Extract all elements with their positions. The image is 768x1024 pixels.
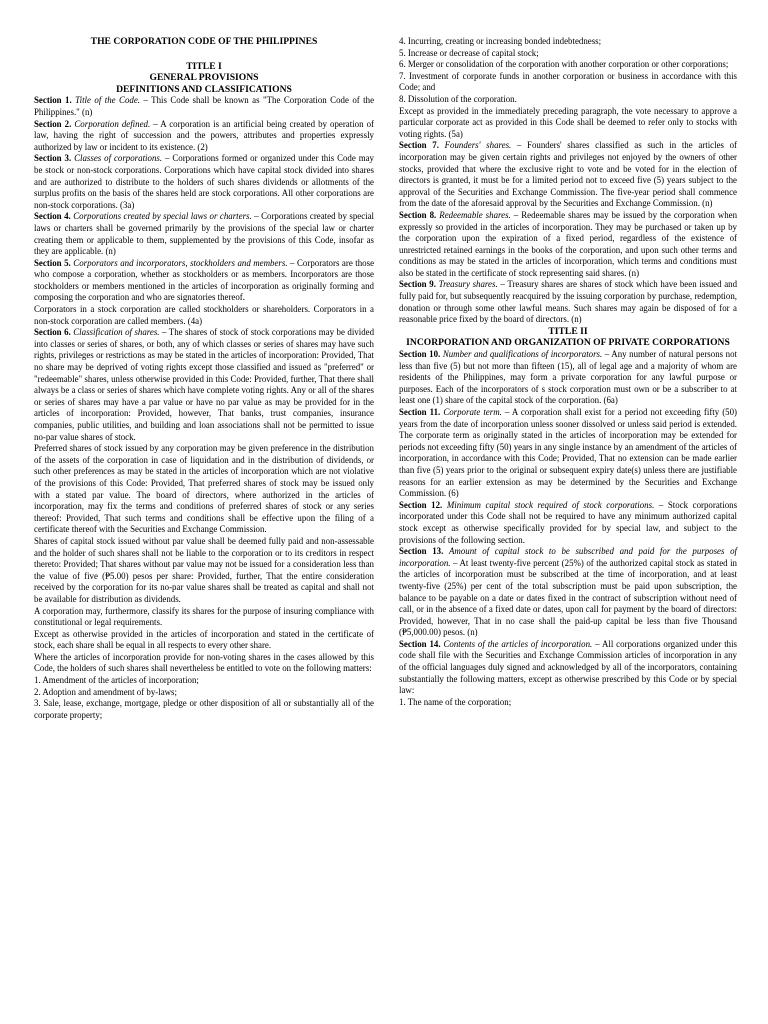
- body-paragraph: [34, 443, 374, 536]
- section-text: – This Code shall be known as "The Corporation Code of the Philippines." (n): [34, 95, 375, 117]
- section-caption: Classes of corporations.: [74, 153, 163, 164]
- section-number: Section 13.: [399, 546, 444, 557]
- body-paragraph: [34, 675, 374, 687]
- section-paragraph: [399, 140, 737, 210]
- body-paragraph: [399, 48, 737, 60]
- section-number: Section 4.: [34, 211, 71, 222]
- section-paragraph: [34, 258, 374, 304]
- section-text: Shares of capital stock issued without par value shall be deemed fully paid and non-assessable and the holder of such shares shall not be liable to the corporation or to its creditors in respect thereto: Provided; That shares without par value may not be issued for a consideration less than the value of five (₱5.00) pesos per share: Provided, further, That the entire consideration received by the corporation for its no-par value shares shall be treated as capital and shall not be available for distribution as dividends.: [34, 535, 374, 604]
- body-paragraph: [399, 697, 737, 709]
- section-text: 7. Investment of corporate funds in another corporation or business in accordance with this Code; and: [399, 70, 737, 93]
- section-paragraph: [399, 210, 737, 280]
- title-1-name: GENERAL PROVISIONS: [149, 72, 259, 84]
- section-number: Section 3.: [34, 153, 72, 164]
- body-paragraph: [34, 652, 374, 675]
- section-paragraph: [399, 639, 737, 697]
- section-caption: Redeemable shares.: [439, 209, 511, 220]
- section-caption: Corporations created by special laws or charters.: [73, 211, 252, 222]
- section-caption: Founders' shares.: [444, 140, 512, 151]
- section-paragraph: [399, 407, 737, 500]
- section-text: – Corporators are those who compose a corporation, whether as stockholders or as members. Incorporators are those stockholders or members mentioned in the articles of incorporation as originally forming and composing the corporation and who are signatories thereof.: [34, 257, 375, 303]
- section-number: Section 1.: [34, 95, 72, 106]
- section-text: 1. Amendment of the articles of incorporation;: [34, 675, 199, 686]
- section-text: – Treasury shares are shares of stock which have been issued and fully paid for, but subsequently reacquired by the issuing corporation by purchase, redemption, donation or through some other lawful means. Such shares may again be disposed of for a reasonable price fixed by the board of directors. (n): [399, 279, 738, 325]
- left-column: [34, 36, 374, 721]
- body-paragraph: [34, 304, 374, 327]
- title-1-number: TITLE I: [186, 60, 222, 72]
- section-number: Section 9.: [399, 279, 436, 290]
- section-text: – All corporations organized under this code shall file with the Securities and Exchange Commission articles of incorporation in any of the official languages duly signed and acknowledged by all of the incorporators, containing substantially the following matters, except as otherwise prescribed by this Code or by special law:: [399, 638, 738, 696]
- right-column: [399, 36, 737, 708]
- section-caption: Corporate term.: [443, 407, 502, 417]
- section-number: Section 12.: [399, 499, 443, 510]
- body-paragraph: [399, 94, 737, 106]
- left-column-body: [34, 95, 374, 721]
- section-text: – Founders' shares classified as such in the articles of incorporation may be given certain rights and privileges not enjoyed by the owners of other stocks, provided that where the exclusive right to vote and be voted for in the election of directors is granted, it must be for a limited period not to exceed five (5) years subject to the approval of the Securities and Exchange Commission. The five-year period shall commence from the date of the aforesaid approval by the Securities and Exchange Commission. (n): [399, 140, 738, 209]
- section-text: 2. Adoption and amendment of by-laws;: [34, 686, 177, 697]
- section-caption: Treasury shares.: [438, 279, 498, 290]
- section-caption: Corporators and incorporators, stockholders and members.: [73, 257, 288, 268]
- right-column-body-after: [399, 349, 737, 708]
- body-paragraph: [399, 59, 737, 71]
- section-text: – The shares of stock of stock corporations may be divided into classes or series of shares, or both, any of which classes or series of shares may have such rights, privileges or restrictions as may be stated in the articles of incorporation: Provided, That no share may be deprived of voting rights except those classified and issued as "preferred" or "redeemable" shares, unless otherwise provided in this Code: Provided, further, That there shall always be a class or series of shares which have complete voting rights. Any or all of the shares or series of shares may have a par value or have no par value as may be provided for in the articles of incorporation: Provided, however, That banks, trust companies, insurance companies, public utilities, and building and loan associations shall not be permitted to issue no-par value shares of stock.: [34, 327, 375, 442]
- section-number: Section 6.: [34, 327, 71, 338]
- section-number: Section 2.: [34, 118, 72, 129]
- section-text: – Redeemable shares may be issued by the corporation when expressly so provided in the articles of incorporation. They may be purchased or taken up by the corporation upon the expiration of a fixed period, regardless of the existence of unrestricted retained earnings in the books of the corporation, and upon such other terms and conditions as may be stated in the articles of incorporation, which terms and conditions must also be stated in the certificate of stock representing said shares. (n): [399, 209, 738, 278]
- section-text: Corporators in a stock corporation are called stockholders or shareholders. Corporators in a non-stock corporation are called members. (4a): [34, 304, 374, 326]
- section-text: – A corporation shall exist for a period not exceeding fifty (50) years from the date of incorporation unless sooner dissolved or unless said period is extended. The corporate term as originally stated in the articles of incorporation may be extended for periods not exceeding fifty (50) years in any single instance by an amendment of the articles of incorporation, in accordance with this Code; Provided, That no extension can be made earlier than five (5) years prior to the original or subsequent expiry date(s) unless there are justifiable reasons for an earlier extension as may be determined by the Securities and Exchange Commission. (6): [399, 407, 738, 499]
- body-paragraph: [34, 606, 374, 629]
- body-paragraph: [34, 687, 374, 699]
- section-paragraph: [34, 119, 374, 154]
- section-text: – At least twenty-five percent (25%) of the authorized capital stock as stated in the articles of incorporation must be subscribed at the time of incorporation, and at least twenty-five (25%) per cent of the total subscription must be paid upon subscription, the balance to be payable on a date or dates fixed in the contract of subscription without need of call, or in the absence of a fixed date or dates, upon call for payment by the board of directors: Provided, however, That in no case shall the paid-up capital be less than five Thousand (₱5,000.00) pesos. (n): [399, 557, 737, 638]
- right-column-body-before: [399, 36, 737, 326]
- section-text: Where the articles of incorporation provide for non-voting shares in the cases allowed by this Code, the holders of such shares shall nevertheless be entitled to vote on the following matters:: [34, 651, 374, 674]
- section-text: – Any number of natural persons not less than five (5) but not more than fifteen (15), all of legal age and a majority of whom are residents of the Philippines, may form a private corporation for any lawful purpose or purposes. Each of the incorporators of s stock corporation must own or be a subscriber to at least one (1) share of the capital stock of the corporation. (6a): [399, 349, 737, 406]
- section-text: – Corporations created by special laws or charters shall be governed primarily by the provisions of the special law or charter creating them or applicable to them, supplemented by the provisions of this Code, insofar as they are applicable. (n): [34, 211, 374, 257]
- section-text: Except as otherwise provided in the articles of incorporation and stated in the certificate of stock, each share shall be equal in all respects to every other share.: [34, 628, 374, 651]
- body-paragraph: [34, 536, 374, 606]
- section-number: Section 8.: [399, 209, 437, 220]
- section-caption: Title of the Code.: [75, 95, 140, 106]
- section-number: Section 7.: [399, 140, 439, 151]
- section-text: 5. Increase or decrease of capital stock;: [399, 47, 539, 58]
- title-2-number: TITLE II: [548, 325, 588, 337]
- section-text: 6. Merger or consolidation of the corporation with another corporation or other corporations;: [399, 59, 729, 70]
- section-paragraph: [399, 279, 737, 325]
- section-caption: Amount of capital stock to be subscribed and paid for the purposes of incorporation.: [399, 546, 737, 568]
- section-paragraph: [34, 95, 374, 118]
- section-number: Section 14.: [399, 638, 441, 649]
- section-caption: Classification of shares.: [73, 327, 160, 338]
- title-2-name: INCORPORATION AND ORGANIZATION OF PRIVATE CORPORATIONS: [406, 337, 730, 349]
- section-paragraph: [34, 327, 374, 443]
- section-text: A corporation may, furthermore, classify its shares for the purpose of insuring compliance with constitutional or legal requirements.: [34, 605, 374, 628]
- section-text: – Stock corporations incorporated under this Code shall not be required to have any minimum authorized capital stock except as otherwise specifically provided for by special law, and subject to the provisions of the following section.: [399, 499, 738, 545]
- section-text: – Corporations formed or organized under this Code may be stock or non-stock corporations. Corporations which have capital stock divided into shares and are authorized to distribute to the holders of such shares dividends or allotments of the surplus profits on the basis of the shares held are stock corporations. All other corporations are non-stock corporations. (3a): [34, 153, 374, 210]
- body-paragraph: [399, 36, 737, 48]
- section-text: Preferred shares of stock issued by any corporation may be given preference in the distribution of the assets of the corporation in case of liquidation and in the distribution of dividends, or such other preferences as may be stated in the articles of incorporation which are not violative of the provisions of this Code: Provided, That preferred shares of stock may be issued only with a stated par value. The board of directors, where authorized in the articles of incorporation, may fix the terms and conditions of preferred shares of stock or any series thereof: Provided, That such terms and conditions shall be effective upon the filing of a certificate thereof with the Securities and Exchange Commission.: [34, 443, 374, 535]
- section-number: Section 11.: [399, 407, 441, 417]
- body-paragraph: [399, 106, 737, 141]
- section-number: Section 5.: [34, 257, 71, 268]
- section-paragraph: [34, 211, 374, 257]
- section-text: 8. Dissolution of the corporation.: [399, 93, 517, 104]
- title-1-subtitle: DEFINITIONS AND CLASSIFICATIONS: [116, 83, 292, 95]
- section-number: Section 10.: [399, 349, 441, 360]
- section-paragraph: [399, 349, 737, 407]
- section-text: Except as provided in the immediately preceding paragraph, the vote necessary to approve a particular corporate act as provided in this Code shall be deemed to refer only to stocks with voting rights. (5a): [399, 105, 737, 139]
- section-caption: Number and qualifications of incorporators.: [442, 349, 603, 360]
- section-text: 4. Incurring, creating or increasing bonded indebtedness;: [399, 36, 602, 46]
- section-caption: Contents of the articles of incorporation.: [443, 638, 593, 649]
- section-caption: Minimum capital stock required of stock corporations.: [446, 499, 655, 510]
- section-paragraph: [34, 153, 374, 211]
- section-paragraph: [399, 546, 737, 639]
- section-caption: Corporation defined.: [74, 118, 151, 129]
- section-text: 3. Sale, lease, exchange, mortgage, pledge or other disposition of all or substantially all of the corporate property;: [34, 698, 374, 720]
- body-paragraph: [34, 698, 374, 721]
- section-paragraph: [399, 500, 737, 546]
- section-text: – A corporation is an artificial being created by operation of law, having the right of succession and the powers, attributes and properties expressly authorized by law or incident to its existence. (2): [34, 118, 375, 152]
- body-paragraph: [399, 71, 737, 94]
- section-text: 1. The name of the corporation;: [399, 696, 512, 707]
- body-paragraph: [34, 629, 374, 652]
- document-title: THE CORPORATION CODE OF THE PHILIPPINES: [90, 36, 318, 47]
